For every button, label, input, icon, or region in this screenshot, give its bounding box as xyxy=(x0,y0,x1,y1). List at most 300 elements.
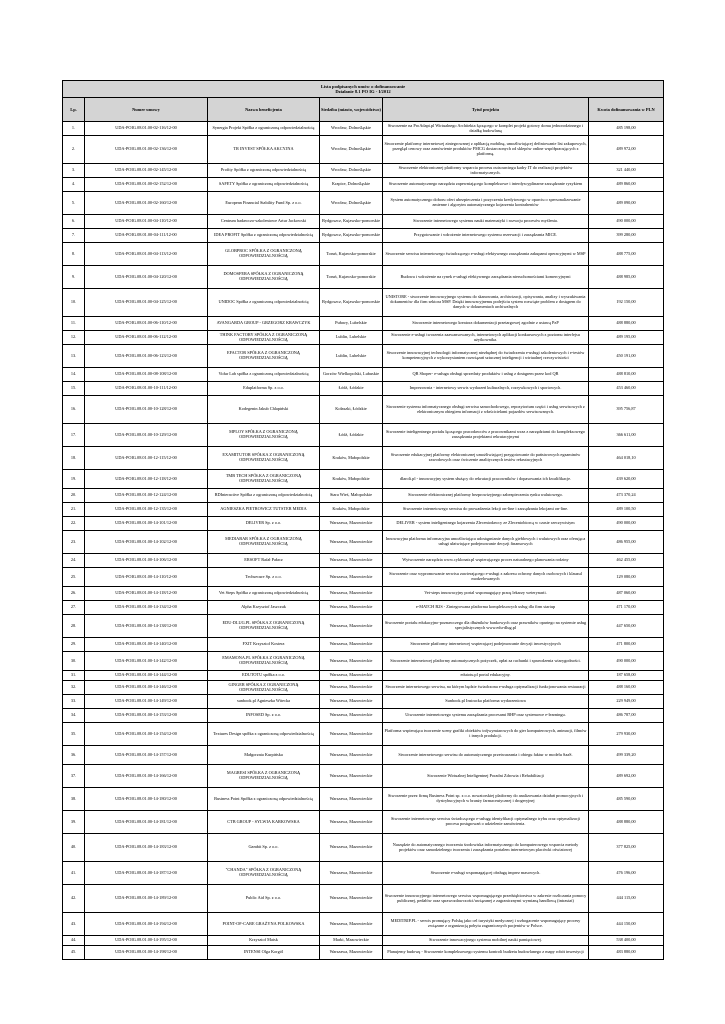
cell-kwota: 476 196,00 xyxy=(589,862,664,885)
cell-numer: UDA-POIG.08.01.00-06-110/12-00 xyxy=(85,317,208,331)
cell-lp: 10. xyxy=(63,289,85,317)
table-row xyxy=(63,554,664,568)
cell-kwota: 471 800,00 xyxy=(589,638,664,652)
cell-tytul: Stworzenie internetowego serwisu świadczącego e-usługę identyfikacji optymalnego trybu oraz optymalizacji procesu postępowań o udzielenie zamówienia. xyxy=(383,811,589,834)
cell-kwota: 490 000,00 xyxy=(589,517,664,531)
cell-tytul: Stworzenie elektronicznej platformy bezprowizyjnego zabezpieczenia rynku walutowego. xyxy=(383,489,589,503)
cell-numer: UDA-POIG.08.01.00-12-118/12-00 xyxy=(85,470,208,489)
cell-kwota: 488 985,00 xyxy=(589,266,664,289)
cell-kwota: 377 825,00 xyxy=(589,834,664,862)
cell-beneficjent: DOMOSFERA SPÓŁKA Z OGRANICZONĄ ODPOWIEDZIALNOŚCIĄ xyxy=(208,266,320,289)
cell-siedziba: Warszawa, Mazowieckie xyxy=(320,885,383,913)
cell-tytul: Stworzenie przez firmę Business Point sp. z o.o. nowatorskiej platformy do analizowania działań promocyjnych i dystrybucyjnych w branży farmaceutycznej i drogeryjnej xyxy=(383,788,589,811)
cell-siedziba: Warszawa, Mazowieckie xyxy=(320,765,383,788)
cell-tytul: Sunbook.pl Instracka platforma wydarzeniowa xyxy=(383,695,589,709)
contracts-table xyxy=(62,80,664,960)
cell-tytul: Stworzenie inteligentnego portalu łączącego pracodawców z pracownikami wraz z narzędziami do kompleksowego zarządzania projektami rekrutacyjnymi xyxy=(383,424,589,447)
table-row xyxy=(63,503,664,517)
cell-tytul: dlaroli.pl - innowacyjny system służący do rekrutacji pracowników i dopasowania ich kwalifikacje. xyxy=(383,470,589,489)
cell-kwota: 399 280,00 xyxy=(589,229,664,243)
cell-siedziba: Bydgoszcz, Kujawsko-pomorskie xyxy=(320,289,383,317)
cell-numer: UDA-POIG.08.01.00-10-129/12-00 xyxy=(85,424,208,447)
cell-numer: UDA-POIG.08.01.00-14-106/12-00 xyxy=(85,554,208,568)
cell-siedziba: Wrocław, Dolnośląskie xyxy=(320,192,383,215)
cell-beneficjent: Krzysztof Maisk xyxy=(208,936,320,946)
table-row xyxy=(63,834,664,862)
cell-beneficjent: Vidur Lab spółka z ograniczoną odpowiedzialnością xyxy=(208,368,320,382)
cell-siedziba: Warszawa, Mazowieckie xyxy=(320,601,383,615)
cell-numer: UDA-POIG.08.01.00-04-111/12-00 xyxy=(85,229,208,243)
cell-kwota: 488 880,00 xyxy=(589,317,664,331)
cell-lp: 32. xyxy=(63,681,85,695)
cell-tytul: Wytworzenie narzędzia www.cyklonatr.pl wspierającego proces naturalnego planowania rodziny xyxy=(383,554,589,568)
cell-tytul: Utworzenie internetowego systemu zarządzania procesami BHP oraz systemowe e-learningu. xyxy=(383,709,589,723)
cell-lp: 13. xyxy=(63,345,85,368)
cell-beneficjent: Małgorzata Kurpińska xyxy=(208,746,320,765)
cell-numer: UDA-POIG.08.01.00-14-153/12-00 xyxy=(85,709,208,723)
cell-beneficjent: Eduplatforma Sp. z o.o. xyxy=(208,382,320,396)
cell-kwota: 489 100,50 xyxy=(589,503,664,517)
cell-siedziba: Warszawa, Mazowieckie xyxy=(320,681,383,695)
cell-siedziba: Kołaszki, Łódzkie xyxy=(320,396,383,424)
cell-kwota: 490 000,00 xyxy=(589,215,664,229)
table-row xyxy=(63,331,664,345)
cell-beneficjent: Vet Steps Spółka z ograniczoną odpowiedzialnością xyxy=(208,587,320,601)
cell-kwota: 486 955,00 xyxy=(589,531,664,554)
cell-beneficjent: EMAMONA.PL SPÓŁKA Z OGRANICZONĄ ODPOWIEDZIALNOŚCIĄ xyxy=(208,652,320,671)
document xyxy=(62,80,663,960)
cell-kwota: 279 930,00 xyxy=(589,723,664,746)
cell-numer: UDA-POIG.08.01.00-14-189/12-00 xyxy=(85,885,208,913)
cell-siedziba: Lublin, Lubelskie xyxy=(320,345,383,368)
table-row xyxy=(63,587,664,601)
table-row xyxy=(63,382,664,396)
cell-kwota: 489 090,00 xyxy=(589,192,664,215)
cell-lp: 37. xyxy=(63,765,85,788)
cell-lp: 20. xyxy=(63,489,85,503)
cell-numer: UDA-POIG.08.01.00-02-152/12-00 xyxy=(85,178,208,192)
cell-tytul: Stworzenie internetowego serwisu do automatycznego przetwarzania i obiegu faktur w modelu SaaS. xyxy=(383,746,589,765)
cell-numer: UDA-POIG.08.01.00-14-144/12-00 xyxy=(85,671,208,681)
table-row xyxy=(63,517,664,531)
cell-siedziba: Krapice, Dolnośląskie xyxy=(320,178,383,192)
table-row xyxy=(63,289,664,317)
cell-beneficjent: UNIDOC Spółka z ograniczoną odpowiedzialnością xyxy=(208,289,320,317)
title-line-1: Lista podpisanych umów o dofinansowanie xyxy=(320,83,406,89)
header-kwota: Kwota dofinansowania w PLN xyxy=(589,98,664,122)
cell-siedziba: Warszawa, Mazowieckie xyxy=(320,638,383,652)
table-row xyxy=(63,652,664,671)
cell-numer: UDA-POIG.08.01.00-06-123/12-00 xyxy=(85,345,208,368)
cell-numer: UDA-POIG.08.01.00-14-142/12-00 xyxy=(85,652,208,671)
cell-siedziba: Warszawa, Mazowieckie xyxy=(320,554,383,568)
cell-lp: 27. xyxy=(63,601,85,615)
cell-tytul: Budowa i wdrożenie na rynek e-usługi efektywnego zarządzania nieruchomościami komercyjnymi xyxy=(383,266,589,289)
cell-kwota: 229 949,00 xyxy=(589,695,664,709)
cell-kwota: 439 620,00 xyxy=(589,470,664,489)
cell-lp: 3. xyxy=(63,164,85,178)
table-row xyxy=(63,164,664,178)
cell-kwota: 447 650,00 xyxy=(589,615,664,638)
title-line-2: Działanie 8.1 PO IG - I/2012 xyxy=(335,89,391,94)
cell-siedziba: Warszawa, Mazowieckie xyxy=(320,517,383,531)
cell-numer: UDA-POIG.08.01.00-02-145/12-00 xyxy=(85,164,208,178)
cell-kwota: 488 810,00 xyxy=(589,368,664,382)
cell-siedziba: Warszawa, Mazowieckie xyxy=(320,723,383,746)
cell-siedziba: Warszawa, Mazowieckie xyxy=(320,531,383,554)
cell-tytul: Stworzenie automatycznego narzędzia zapewniającego kompleksowe i interdyscyplinarne zarządzanie ryzykiem xyxy=(383,178,589,192)
table-row xyxy=(63,788,664,811)
table-row xyxy=(63,489,664,503)
table-row xyxy=(63,266,664,289)
cell-lp: 24. xyxy=(63,554,85,568)
table-row xyxy=(63,229,664,243)
cell-lp: 6. xyxy=(63,215,85,229)
table-row xyxy=(63,936,664,946)
cell-lp: 7. xyxy=(63,229,85,243)
cell-tytul: Platforma wspierająca tworzenie sceny grafiki obiektów trójwymiarowych do gier komputerowych, animacji, filmów i innych produkcji. xyxy=(383,723,589,746)
cell-kwota: 321 440,00 xyxy=(589,164,664,178)
table-row xyxy=(63,862,664,885)
cell-beneficjent: Business Point Spółka z ograniczoną odpowiedzialnością xyxy=(208,788,320,811)
cell-tytul: Stworzenie internetowej platformy automatycznych pożyczek, opłat za rachunki i sprawdzenia wiarygodności. xyxy=(383,652,589,671)
cell-tytul: Planujemy budowę - Stworzenie kompleksowego systemu kontroli budżetu budowlanego z mapy robót inwestycji xyxy=(383,946,589,960)
cell-tytul: Stworzenie Wirtualnej Inteligentnej Poradni Zdrowia i Rehabilitacji xyxy=(383,765,589,788)
cell-kwota: 485 198,00 xyxy=(589,122,664,136)
cell-siedziba: Warszawa, Mazowieckie xyxy=(320,788,383,811)
cell-lp: 36. xyxy=(63,746,85,765)
cell-numer: UDA-POIG.08.01.00-14-110/12-00 xyxy=(85,568,208,587)
cell-beneficjent: POINT-OF-CARE GRAŻYNA POLKOWSKA xyxy=(208,913,320,936)
cell-siedziba: Toruń, Kujawsko-pomorskie xyxy=(320,243,383,266)
cell-kwota: 489 195,00 xyxy=(589,331,664,345)
table-row xyxy=(63,615,664,638)
cell-lp: 39. xyxy=(63,811,85,834)
cell-siedziba: Toruń, Kujawsko-pomorskie xyxy=(320,266,383,289)
cell-siedziba: Warszawa, Mazowieckie xyxy=(320,946,383,960)
cell-tytul: e-MATCH B2S - Zintegrowana platforma kompleksowych usług dla firm startup xyxy=(383,601,589,615)
cell-lp: 44. xyxy=(63,936,85,946)
cell-numer: UDA-POIG.08.01.00-12-135/12-00 xyxy=(85,503,208,517)
table-row xyxy=(63,601,664,615)
cell-numer: UDA-POIG.08.01.00-12-124/12-00 xyxy=(85,489,208,503)
cell-beneficjent: INTENSI Olga Korgól xyxy=(208,946,320,960)
table-row xyxy=(63,243,664,266)
cell-numer: UDA-POIG.08.01.00-14-101/12-00 xyxy=(85,517,208,531)
cell-tytul: Stworzenie e-usługi wspomagającej obsługę imprez masowych. xyxy=(383,862,589,885)
cell-kwota: 487 060,00 xyxy=(589,587,664,601)
cell-lp: 26. xyxy=(63,587,85,601)
header-siedziba: Siedziba (miasto, województwo) xyxy=(320,98,383,122)
cell-lp: 19. xyxy=(63,470,85,489)
cell-lp: 14. xyxy=(63,368,85,382)
table-row xyxy=(63,638,664,652)
cell-siedziba: Warszawa, Mazowieckie xyxy=(320,615,383,638)
cell-numer: UDA-POIG.08.01.00-10-111/12-00 xyxy=(85,382,208,396)
cell-siedziba: Marki, Mazowieckie xyxy=(320,936,383,946)
cell-numer: UDA-POIG.08.01.00-14-181/12-00 xyxy=(85,811,208,834)
header-numer: Numer umowy xyxy=(85,98,208,122)
cell-kwota: 488 160,00 xyxy=(589,681,664,695)
cell-beneficjent: MPLOY SPÓŁKA Z OGRANICZONĄ ODPOWIEDZIALNOŚCIĄ xyxy=(208,424,320,447)
cell-numer: UDA-POIG.08.01.00-02-136/12-00 xyxy=(85,136,208,164)
cell-tytul: DELIVER - system inteligentnego kojarzenia Zleceniodawcy ze Zleceniobiorcą w czasie rzeczywistym xyxy=(383,517,589,531)
cell-lp: 22. xyxy=(63,517,85,531)
cell-beneficjent: Techsecure Sp. z o.o. xyxy=(208,568,320,587)
table-row xyxy=(63,723,664,746)
cell-numer: UDA-POIG.08.01.00-06-112/12-00 xyxy=(85,331,208,345)
table-row xyxy=(63,368,664,382)
cell-numer: UDA-POIG.08.01.00-04-113/12-00 xyxy=(85,243,208,266)
cell-tytul: Innowacyjna platforma informacyjna umożliwiająca udostępnianie danych giełdowych i walutowych oraz oferująca usługi ułatwiające podejmowanie decyzji finansowych xyxy=(383,531,589,554)
table-row xyxy=(63,215,664,229)
cell-siedziba: Warszawa, Mazowieckie xyxy=(320,587,383,601)
cell-lp: 42. xyxy=(63,885,85,913)
table-row xyxy=(63,885,664,913)
cell-lp: 40. xyxy=(63,834,85,862)
cell-tytul: Stworzenie internetowego systemu nauki matematyki i rozwoju procesów myślenia. xyxy=(383,215,589,229)
cell-kwota: 488 775,00 xyxy=(589,243,664,266)
cell-numer: UDA-POIG.08.01.00-04-125/12-00 xyxy=(85,289,208,317)
cell-lp: 41. xyxy=(63,862,85,885)
cell-siedziba: Wrocław, Dolnośląskie xyxy=(320,122,383,136)
cell-numer: UDA-POIG.08.01.00-14-134/12-00 xyxy=(85,601,208,615)
cell-kwota: 444 115,00 xyxy=(589,885,664,913)
cell-kwota: 488 880,00 xyxy=(589,811,664,834)
table-row xyxy=(63,122,664,136)
cell-tytul: Stworzenie na ProAdapt.pl Wirtualnego Architekta łączącego w komplet projekt gotowy domu jednorodzinnego i działkę budowlaną xyxy=(383,122,589,136)
cell-beneficjent: DELIVER Sp. z o.o. xyxy=(208,517,320,531)
cell-tytul: UNISTORE - stworzenie innowacyjnego systemu do skanowania, archiwizacji, opisywania, analizy i wyszukiwania dokumentów dla firm sektora MSP. Dzięki innowacyjnemu podejściu system rozwiąże problem z dostępem do danych w dokumentach archiwalnych xyxy=(383,289,589,317)
table-row xyxy=(63,681,664,695)
cell-numer: UDA-POIG.08.01.00-12-115/12-00 xyxy=(85,447,208,470)
cell-numer: UDA-POIG.08.01.00-14-138/12-00 xyxy=(85,615,208,638)
cell-beneficjent: AGNIESZKA PIETROWICZ TUTSTER MEDIA xyxy=(208,503,320,517)
cell-lp: 35. xyxy=(63,723,85,746)
cell-siedziba: Kraków, Małopolskie xyxy=(320,503,383,517)
table-row xyxy=(63,424,664,447)
cell-numer: UDA-POIG.08.01.00-14-183/12-00 xyxy=(85,834,208,862)
cell-beneficjent: MEDIABAR SPÓŁKA Z OGRANICZONĄ ODPOWIEDZIALNOŚCIĄ xyxy=(208,531,320,554)
cell-beneficjent: EFACTOR SPÓŁKA Z OGRANICZONĄ ODPOWIEDZIALNOŚCIĄ xyxy=(208,345,320,368)
cell-siedziba: Warszawa, Mazowieckie xyxy=(320,913,383,936)
cell-beneficjent: SAFETY Spółka z ograniczoną odpowiedzialnością xyxy=(208,178,320,192)
cell-kwota: 471 170,00 xyxy=(589,601,664,615)
cell-beneficjent: TR INVEST SPÓŁKA AKCYJNA xyxy=(208,136,320,164)
cell-lp: 12. xyxy=(63,331,85,345)
cell-siedziba: Kraków, Małopolskie xyxy=(320,470,383,489)
table-row xyxy=(63,765,664,788)
cell-tytul: Stworzenie platformy internetowej wspierającej podejmowanie decyzji inwestycyjnych xyxy=(383,638,589,652)
cell-siedziba: Warszawa, Mazowieckie xyxy=(320,695,383,709)
table-row xyxy=(63,396,664,424)
cell-beneficjent: Public Aid Sp. z o.o. xyxy=(208,885,320,913)
cell-siedziba: Wrocław, Dolnośląskie xyxy=(320,164,383,178)
cell-tytul: edutotu.pl portal edukacyjny. xyxy=(383,671,589,681)
cell-tytul: Stworzenie internetowego serwisu, na którym będzie świadczona e-usługa optymalizacji funkcjonowania restauracji xyxy=(383,681,589,695)
cell-beneficjent: Textures Design spółka z ograniczoną odpowiedzialnością xyxy=(208,723,320,746)
cell-numer: UDA-POIG.08.01.00-02-116/12-00 xyxy=(85,122,208,136)
cell-kwota: 485 590,00 xyxy=(589,788,664,811)
cell-numer: UDA-POIG.08.01.00-04-120/12-00 xyxy=(85,266,208,289)
cell-kwota: 395 756,87 xyxy=(589,396,664,424)
cell-lp: 38. xyxy=(63,788,85,811)
table-row xyxy=(63,470,664,489)
header-lp: Lp. xyxy=(63,98,85,122)
table-row xyxy=(63,913,664,936)
cell-numer: UDA-POIG.08.01.00-14-118/12-00 xyxy=(85,587,208,601)
cell-kwota: 192 150,00 xyxy=(589,289,664,317)
cell-siedziba: Kraków, Małopolskie xyxy=(320,447,383,470)
cell-beneficjent: "CHANDA" SPÓŁKA Z OGRANICZONĄ ODPOWIEDZIALNOŚCIĄ xyxy=(208,862,320,885)
cell-beneficjent: FXIT Krzysztof Kostera xyxy=(208,638,320,652)
cell-kwota: 129 080,00 xyxy=(589,568,664,587)
cell-siedziba: Stara Wieś, Małopolskie xyxy=(320,489,383,503)
cell-lp: 31. xyxy=(63,671,85,681)
cell-lp: 18. xyxy=(63,447,85,470)
cell-siedziba: Warszawa, Mazowieckie xyxy=(320,671,383,681)
cell-siedziba: Bydgoszcz, Kujawsko-pomorskie xyxy=(320,229,383,243)
cell-beneficjent: AVANGARDA GROUP - GRZEGORZ KRAWCZYK xyxy=(208,317,320,331)
cell-siedziba: Warszawa, Mazowieckie xyxy=(320,568,383,587)
cell-beneficjent: Kodegenin Jakub Chlapiński xyxy=(208,396,320,424)
cell-beneficjent: EDUTOTU spółka z o.o. xyxy=(208,671,320,681)
cell-siedziba: Warszawa, Mazowieckie xyxy=(320,834,383,862)
cell-kwota: 489 692,00 xyxy=(589,765,664,788)
cell-lp: 1. xyxy=(63,122,85,136)
cell-lp: 9. xyxy=(63,266,85,289)
cell-lp: 17. xyxy=(63,424,85,447)
cell-numer: UDA-POIG.08.01.00-10-128/12-00 xyxy=(85,396,208,424)
cell-numer: UDA-POIG.08.01.00-14-154/12-00 xyxy=(85,723,208,746)
table-row xyxy=(63,192,664,215)
cell-siedziba: Puławy, Lubelskie xyxy=(320,317,383,331)
cell-tytul: Stworzenie internetowego kreatora dokumentacji przetargowej zgodnie z ustawą PzP xyxy=(383,317,589,331)
cell-kwota: 464 018,10 xyxy=(589,447,664,470)
cell-numer: UDA-POIG.08.01.00-14-149/12-00 xyxy=(85,695,208,709)
header-tytul: Tytuł projektu xyxy=(383,98,589,122)
cell-tytul: Stworzenie edukacyjnej platformy elektronicznej umożliwiającej przygotowanie do państwowych egzaminów zawodowych oraz ćwiczenie analitycznych testów rekrutacyjnych xyxy=(383,447,589,470)
cell-numer: UDA-POIG.08.01.00-14-166/12-00 xyxy=(85,765,208,788)
cell-tytul: Przygotowanie i wdrożenie internetowego systemu rezerwacji i zarządzania MICE. xyxy=(383,229,589,243)
cell-siedziba: Gorzów Wielkopolski, Lubuskie xyxy=(320,368,383,382)
cell-siedziba: Bydgoszcz, Kujawsko-pomorskie xyxy=(320,215,383,229)
cell-kwota: 453 460,00 xyxy=(589,382,664,396)
table-row xyxy=(63,946,664,960)
cell-tytul: Stworzenie internetowego serwisu do prowadzenia lekcji on-line i zarządzania lekcjami on-line. xyxy=(383,503,589,517)
cell-lp: 5. xyxy=(63,192,85,215)
cell-beneficjent: GLOBPROC SPÓŁKA Z OGRANICZONĄ ODPOWIEDZIALNOŚCIĄ xyxy=(208,243,320,266)
cell-beneficjent: EXAMITUTOR SPÓŁKA Z OGRANICZONĄ ODPOWIEDZIALNOŚCIĄ xyxy=(208,447,320,470)
table-row xyxy=(63,531,664,554)
cell-kwota: 499 339,20 xyxy=(589,746,664,765)
table-row xyxy=(63,746,664,765)
cell-siedziba: Warszawa, Mazowieckie xyxy=(320,811,383,834)
cell-tytul: Stworzenie innowacyjnego internetowego serwisu wspomagającego przedsiębiorstwa w zakresie rozliczania pomocy publicznej, pedałów oraz sprawozdawczości/uwiązanej z zagranicznymi wymianą handlową (intrastat) xyxy=(383,885,589,913)
cell-tytul: Stworzenie innowacyjnej technologii informatycznej niezbędnej do świadczenia e-usługi szkoleniowych i e-testów kompetencyjnych z wykorzystaniem rozwiązań sztucznej inteligencji i wirtualnej rzeczywistości xyxy=(383,345,589,368)
cell-numer: UDA-POIG.08.01.00-08-108/12-00 xyxy=(85,368,208,382)
header-beneficjent: Nazwa beneficjenta xyxy=(208,98,320,122)
cell-lp: 16. xyxy=(63,396,85,424)
cell-tytul: System automatycznego doboru ofert ubezpieczenia i pozyczenia kredytowego w oparciu o spersonalizowanie zmienne i algorytm automatycznego kojarzenia kontrahentów xyxy=(383,192,589,215)
cell-tytul: Imprezownia - internetowy serwis wydarzeń kulturalnych, rozrywkowych i sportowych. xyxy=(383,382,589,396)
cell-tytul: MEDITRIP.PL - serwis promujący Polskę jako cel turystyki medycznej i wzbogacenie wspomagający procesy związane z organizacją pobytu zagranicznych pacjentów w Polsce. xyxy=(383,913,589,936)
cell-numer: UDA-POIG.08.01.00-14-195/12-00 xyxy=(85,936,208,946)
cell-numer: UDA-POIG.08.01.00-04-110/12-00 xyxy=(85,215,208,229)
cell-beneficjent: European Financial Stability Fund Sp. z o.o. xyxy=(208,192,320,215)
cell-numer: UDA-POIG.08.01.00-02-160/12-00 xyxy=(85,192,208,215)
cell-beneficjent: Alpha Krzysztof Jaszczuk xyxy=(208,601,320,615)
cell-lp: 23. xyxy=(63,531,85,554)
table-row xyxy=(63,136,664,164)
cell-beneficjent: RDInteractive Spółka z ograniczoną odpowiedzialnością xyxy=(208,489,320,503)
table-row xyxy=(63,178,664,192)
cell-numer: UDA-POIG.08.01.00-14-194/12-00 xyxy=(85,913,208,936)
cell-kwota: 538 400,00 xyxy=(589,936,664,946)
cell-kwota: 483 880,00 xyxy=(589,946,664,960)
cell-kwota: 489 972,00 xyxy=(589,136,664,164)
cell-lp: 4. xyxy=(63,178,85,192)
cell-lp: 43. xyxy=(63,913,85,936)
cell-numer: UDA-POIG.08.01.00-14-198/12-00 xyxy=(85,946,208,960)
cell-beneficjent: CTB GROUP - SYLWIA KARKOWSKA xyxy=(208,811,320,834)
cell-tytul: Narzędzie do automatycznego tworzenia środowiska informatycznego do komputerowego wsparcia metody projektów oraz samodzielnego tworzenia i zarządzania portalem internetowym placówki oświatowej xyxy=(383,834,589,862)
cell-siedziba: Lublin, Lubelskie xyxy=(320,331,383,345)
cell-kwota: 462 455,00 xyxy=(589,554,664,568)
table-row xyxy=(63,811,664,834)
cell-siedziba: Łódź, Łódzkie xyxy=(320,424,383,447)
cell-kwota: 450 191,00 xyxy=(589,345,664,368)
cell-siedziba: Warszawa, Mazowieckie xyxy=(320,862,383,885)
cell-siedziba: Wrocław, Dolnośląskie xyxy=(320,136,383,164)
cell-beneficjent: ERSOFT Rafał Pałacz xyxy=(208,554,320,568)
cell-beneficjent: EDU-DLUG.PL SPÓŁKA Z OGRANICZONĄ ODPOWIEDZIALNOŚCIĄ xyxy=(208,615,320,638)
cell-lp: 11. xyxy=(63,317,85,331)
cell-beneficjent: Centrum badawczo-szkoleniowe Artur Jackowski xyxy=(208,215,320,229)
cell-tytul: Stworzenie platformy internetowej zintegrowanej z aplikacją mobilną, umożliwiającej definiowanie list zakupowych, przegląd cenowy oraz zamówienie produktów FMCG dostarczonych od sklepów online współpracujących z platformą. xyxy=(383,136,589,164)
cell-numer: UDA-POIG.08.01.00-14-140/12-00 xyxy=(85,638,208,652)
cell-tytul: Stworzenie e-usługi tworzenia zaawansowanych, internetowych aplikacji konkursowych z poziomu interfejsu użytkownika. xyxy=(383,331,589,345)
cell-kwota: 489 860,00 xyxy=(589,178,664,192)
cell-tytul: QR Shoper- e-usługa obsługi sprzedaży produktów i usług z dostępem przez kod QR xyxy=(383,368,589,382)
cell-tytul: Stworzenie portalu edukacyjno-poznawczego dla dłużników bankowych oraz prawników opartego na systemie usług specjalistycznych www.edu-dlug.pl xyxy=(383,615,589,638)
cell-numer: UDA-POIG.08.01.00-14-146/12-00 xyxy=(85,681,208,695)
cell-tytul: Stworzenie innowacyjnego systemu mobilnej nauki pamięciowej. xyxy=(383,936,589,946)
cell-tytul: Vet-steps innowacyjny portal wspomagający pracę lekarzy weterynarii. xyxy=(383,587,589,601)
cell-beneficjent: TMB TECH SPÓŁKA Z OGRANICZONĄ ODPOWIEDZIALNOŚCIĄ xyxy=(208,470,320,489)
cell-kwota: 490 000,00 xyxy=(589,652,664,671)
cell-lp: 21. xyxy=(63,503,85,517)
cell-numer: UDA-POIG.08.01.00-14-187/12-00 xyxy=(85,862,208,885)
cell-beneficjent: Synergia Projekt Spółka z ograniczoną odpowiedzialnością xyxy=(208,122,320,136)
cell-numer: UDA-POIG.08.01.00-14-157/12-00 xyxy=(85,746,208,765)
table-row xyxy=(63,317,664,331)
cell-tytul: Stworzenie elektronicznej platformy wsparcia procesu outsourcingu kadry IT do realizacji projektów informatycznych. xyxy=(383,164,589,178)
cell-kwota: 486 787,00 xyxy=(589,709,664,723)
cell-kwota: 366 611,00 xyxy=(589,424,664,447)
cell-kwota: 187 658,00 xyxy=(589,671,664,681)
cell-beneficjent: MAGRESI SPÓŁKA Z OGRANICZONĄ ODPOWIEDZIALNOŚCIĄ xyxy=(208,765,320,788)
cell-siedziba: Warszawa, Mazowieckie xyxy=(320,746,383,765)
table-row xyxy=(63,695,664,709)
cell-kwota: 444 150,00 xyxy=(589,913,664,936)
cell-beneficjent: INFOSED Sp. z o.o. xyxy=(208,709,320,723)
cell-lp: 28. xyxy=(63,615,85,638)
table-row xyxy=(63,671,664,681)
cell-lp: 25. xyxy=(63,568,85,587)
cell-lp: 33. xyxy=(63,695,85,709)
table-row xyxy=(63,568,664,587)
